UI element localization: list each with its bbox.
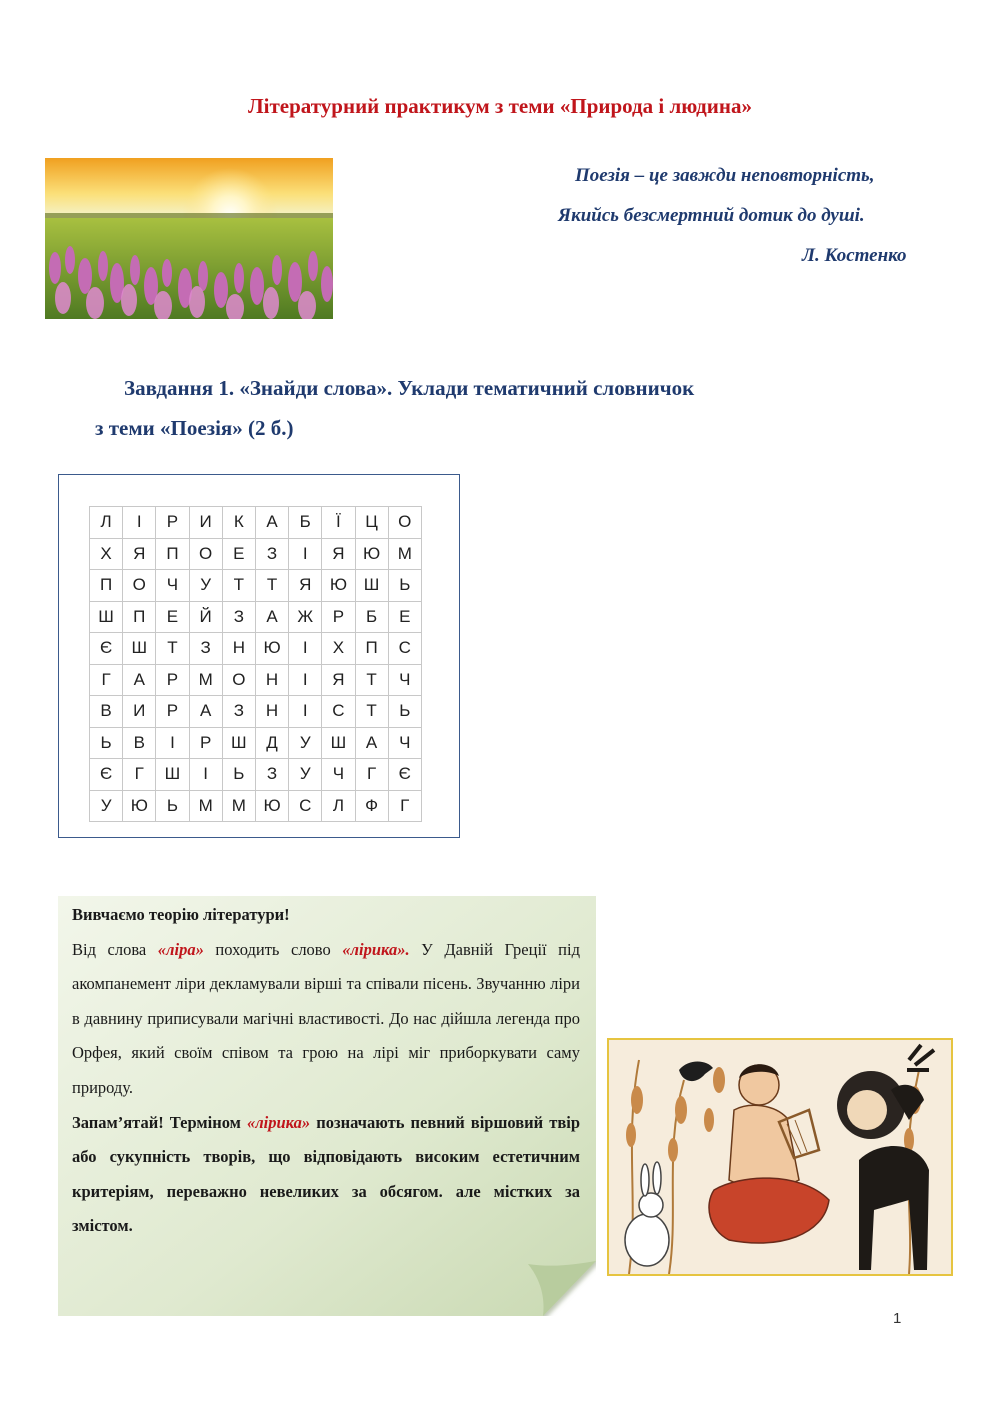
note-heading: Вивчаємо теорію літератури! bbox=[72, 905, 290, 924]
grid-row bbox=[90, 507, 422, 539]
grid-cell: Т bbox=[222, 570, 255, 602]
grid-cell: Т bbox=[255, 570, 288, 602]
grid-cell: Г bbox=[355, 759, 388, 791]
grid-cell: І bbox=[189, 759, 222, 791]
grid-cell: Б bbox=[355, 601, 388, 633]
grid-row bbox=[90, 727, 422, 759]
grid-cell: У bbox=[289, 727, 322, 759]
grid-cell: К bbox=[222, 507, 255, 539]
grid-cell: Ь bbox=[388, 696, 421, 728]
grid-cell: Р bbox=[156, 507, 189, 539]
grid-cell: Г bbox=[388, 790, 421, 822]
page-number: 1 bbox=[893, 1310, 902, 1327]
grid-cell: Р bbox=[189, 727, 222, 759]
grid-cell: Л bbox=[322, 790, 355, 822]
grid-cell: Й bbox=[189, 601, 222, 633]
grid-cell: З bbox=[222, 696, 255, 728]
grid-cell: Ш bbox=[90, 601, 123, 633]
grid-cell: И bbox=[123, 696, 156, 728]
grid-cell: Р bbox=[322, 601, 355, 633]
grid-row bbox=[90, 601, 422, 633]
grid-cell: М bbox=[388, 538, 421, 570]
grid-cell: С bbox=[322, 696, 355, 728]
grid-cell: Ч bbox=[156, 570, 189, 602]
grid-row bbox=[90, 664, 422, 696]
word-search-frame bbox=[58, 474, 460, 838]
grid-cell: Ш bbox=[355, 570, 388, 602]
epigraph-line-1: Поезія – це завжди неповторність, bbox=[575, 165, 875, 186]
grid-cell: У bbox=[189, 570, 222, 602]
grid-cell: Ц bbox=[355, 507, 388, 539]
epigraph-author: Л. Костенко bbox=[802, 245, 907, 266]
note-text-span: Від слова bbox=[72, 939, 158, 959]
grid-cell: Ш bbox=[156, 759, 189, 791]
grid-cell: Ч bbox=[388, 664, 421, 696]
grid-cell: И bbox=[189, 507, 222, 539]
term-liryka-2: «лірика» bbox=[246, 1112, 311, 1132]
note-text-span: походить слово bbox=[203, 939, 343, 959]
grid-cell: Е bbox=[388, 601, 421, 633]
grid-cell: З bbox=[222, 601, 255, 633]
grid-cell: Ь bbox=[222, 759, 255, 791]
grid-cell: Ю bbox=[355, 538, 388, 570]
grid-cell: А bbox=[255, 601, 288, 633]
sunset-meadow-image bbox=[45, 158, 333, 319]
grid-cell: С bbox=[388, 633, 421, 665]
note-text-span: Запам’ятай! Терміном bbox=[72, 1112, 247, 1132]
grid-cell: Б bbox=[289, 507, 322, 539]
grid-cell: Я bbox=[289, 570, 322, 602]
grid-cell: Є bbox=[90, 759, 123, 791]
epigraph-line-2: Якийсь безсмертний дотик до душі. bbox=[558, 205, 865, 226]
grid-cell: М bbox=[222, 790, 255, 822]
grid-cell: Н bbox=[222, 633, 255, 665]
grid-cell: Т bbox=[156, 633, 189, 665]
grid-cell: Ч bbox=[322, 759, 355, 791]
grid-cell: Ю bbox=[123, 790, 156, 822]
grid-cell: Ш bbox=[322, 727, 355, 759]
orpheus-illustration bbox=[607, 1038, 953, 1276]
grid-cell: Е bbox=[156, 601, 189, 633]
grid-cell: Є bbox=[90, 633, 123, 665]
grid-cell: В bbox=[123, 727, 156, 759]
grid-cell: Я bbox=[123, 538, 156, 570]
grid-cell: О bbox=[388, 507, 421, 539]
word-search-grid bbox=[89, 506, 422, 822]
grid-row bbox=[90, 570, 422, 602]
grid-cell: М bbox=[189, 664, 222, 696]
grid-cell: Т bbox=[355, 664, 388, 696]
grid-cell: Ш bbox=[123, 633, 156, 665]
grid-row bbox=[90, 790, 422, 822]
grid-cell: Ш bbox=[222, 727, 255, 759]
grid-cell: Е bbox=[222, 538, 255, 570]
grid-row bbox=[90, 759, 422, 791]
grid-cell: П bbox=[123, 601, 156, 633]
grid-cell: Н bbox=[255, 664, 288, 696]
grid-cell: З bbox=[189, 633, 222, 665]
grid-cell: С bbox=[289, 790, 322, 822]
grid-cell: Д bbox=[255, 727, 288, 759]
grid-cell: Я bbox=[322, 538, 355, 570]
grid-cell: О bbox=[123, 570, 156, 602]
grid-cell: І bbox=[289, 696, 322, 728]
grid-cell: П bbox=[355, 633, 388, 665]
grid-cell: Ф bbox=[355, 790, 388, 822]
grid-cell: І bbox=[289, 538, 322, 570]
note-text bbox=[72, 898, 580, 1244]
page-title: Літературний практикум з теми «Природа і людина» bbox=[248, 94, 752, 118]
grid-cell: В bbox=[90, 696, 123, 728]
grid-cell: М bbox=[189, 790, 222, 822]
task-heading-line-1: Завдання 1. «Знайди слова». Уклади тематичний словничок bbox=[124, 376, 695, 400]
grid-cell: У bbox=[90, 790, 123, 822]
grid-cell: Л bbox=[90, 507, 123, 539]
note-text-span: позначають певний віршовий твір або сукупність творів, що відповідають високим естетичним критеріям, переважно невеликих за обсягом. але містких за змістом. bbox=[72, 1112, 580, 1236]
grid-cell: Ь bbox=[90, 727, 123, 759]
grid-cell: У bbox=[289, 759, 322, 791]
grid-cell: Г bbox=[123, 759, 156, 791]
grid-cell: П bbox=[90, 570, 123, 602]
grid-cell: Н bbox=[255, 696, 288, 728]
grid-cell: О bbox=[189, 538, 222, 570]
grid-cell: Ю bbox=[255, 633, 288, 665]
grid-cell: А bbox=[123, 664, 156, 696]
grid-row bbox=[90, 633, 422, 665]
grid-cell: Х bbox=[322, 633, 355, 665]
grid-cell: О bbox=[222, 664, 255, 696]
grid-cell: Я bbox=[322, 664, 355, 696]
note-text-span: У Давній Греції під акомпанемент ліри декламували вірші та співали пісень. Звучанню ліри в давнину приписували магічні властивості. До нас дійшла легенда про Орфея, який своїм співом та грою на лірі міг приборкувати саму природу. bbox=[72, 939, 580, 1097]
grid-cell: Р bbox=[156, 696, 189, 728]
grid-cell: Є bbox=[388, 759, 421, 791]
grid-cell: Ю bbox=[322, 570, 355, 602]
grid-cell: Р bbox=[156, 664, 189, 696]
note-paragraph-2 bbox=[72, 1106, 580, 1244]
grid-cell: А bbox=[355, 727, 388, 759]
term-liryka: «лірика». bbox=[342, 939, 410, 959]
grid-cell: З bbox=[255, 538, 288, 570]
note-paragraph-1 bbox=[72, 933, 580, 1106]
grid-cell: Ж bbox=[289, 601, 322, 633]
grid-cell: Ч bbox=[388, 727, 421, 759]
grid-cell: І bbox=[289, 664, 322, 696]
grid-cell: І bbox=[156, 727, 189, 759]
grid-cell: І bbox=[123, 507, 156, 539]
grid-cell: Ь bbox=[156, 790, 189, 822]
theory-note bbox=[58, 896, 596, 1316]
grid-cell: Х bbox=[90, 538, 123, 570]
grid-cell: Ь bbox=[388, 570, 421, 602]
grid-cell: Ї bbox=[322, 507, 355, 539]
grid-cell: Ю bbox=[255, 790, 288, 822]
grid-cell: А bbox=[189, 696, 222, 728]
grid-row bbox=[90, 696, 422, 728]
grid-row bbox=[90, 538, 422, 570]
grid-cell: Г bbox=[90, 664, 123, 696]
term-lira: «ліра» bbox=[157, 939, 204, 959]
grid-cell: Т bbox=[355, 696, 388, 728]
grid-cell: І bbox=[289, 633, 322, 665]
grid-cell: А bbox=[255, 507, 288, 539]
grid-cell: З bbox=[255, 759, 288, 791]
task-heading-line-2: з теми «Поезія» (2 б.) bbox=[95, 416, 294, 440]
grid-cell: П bbox=[156, 538, 189, 570]
